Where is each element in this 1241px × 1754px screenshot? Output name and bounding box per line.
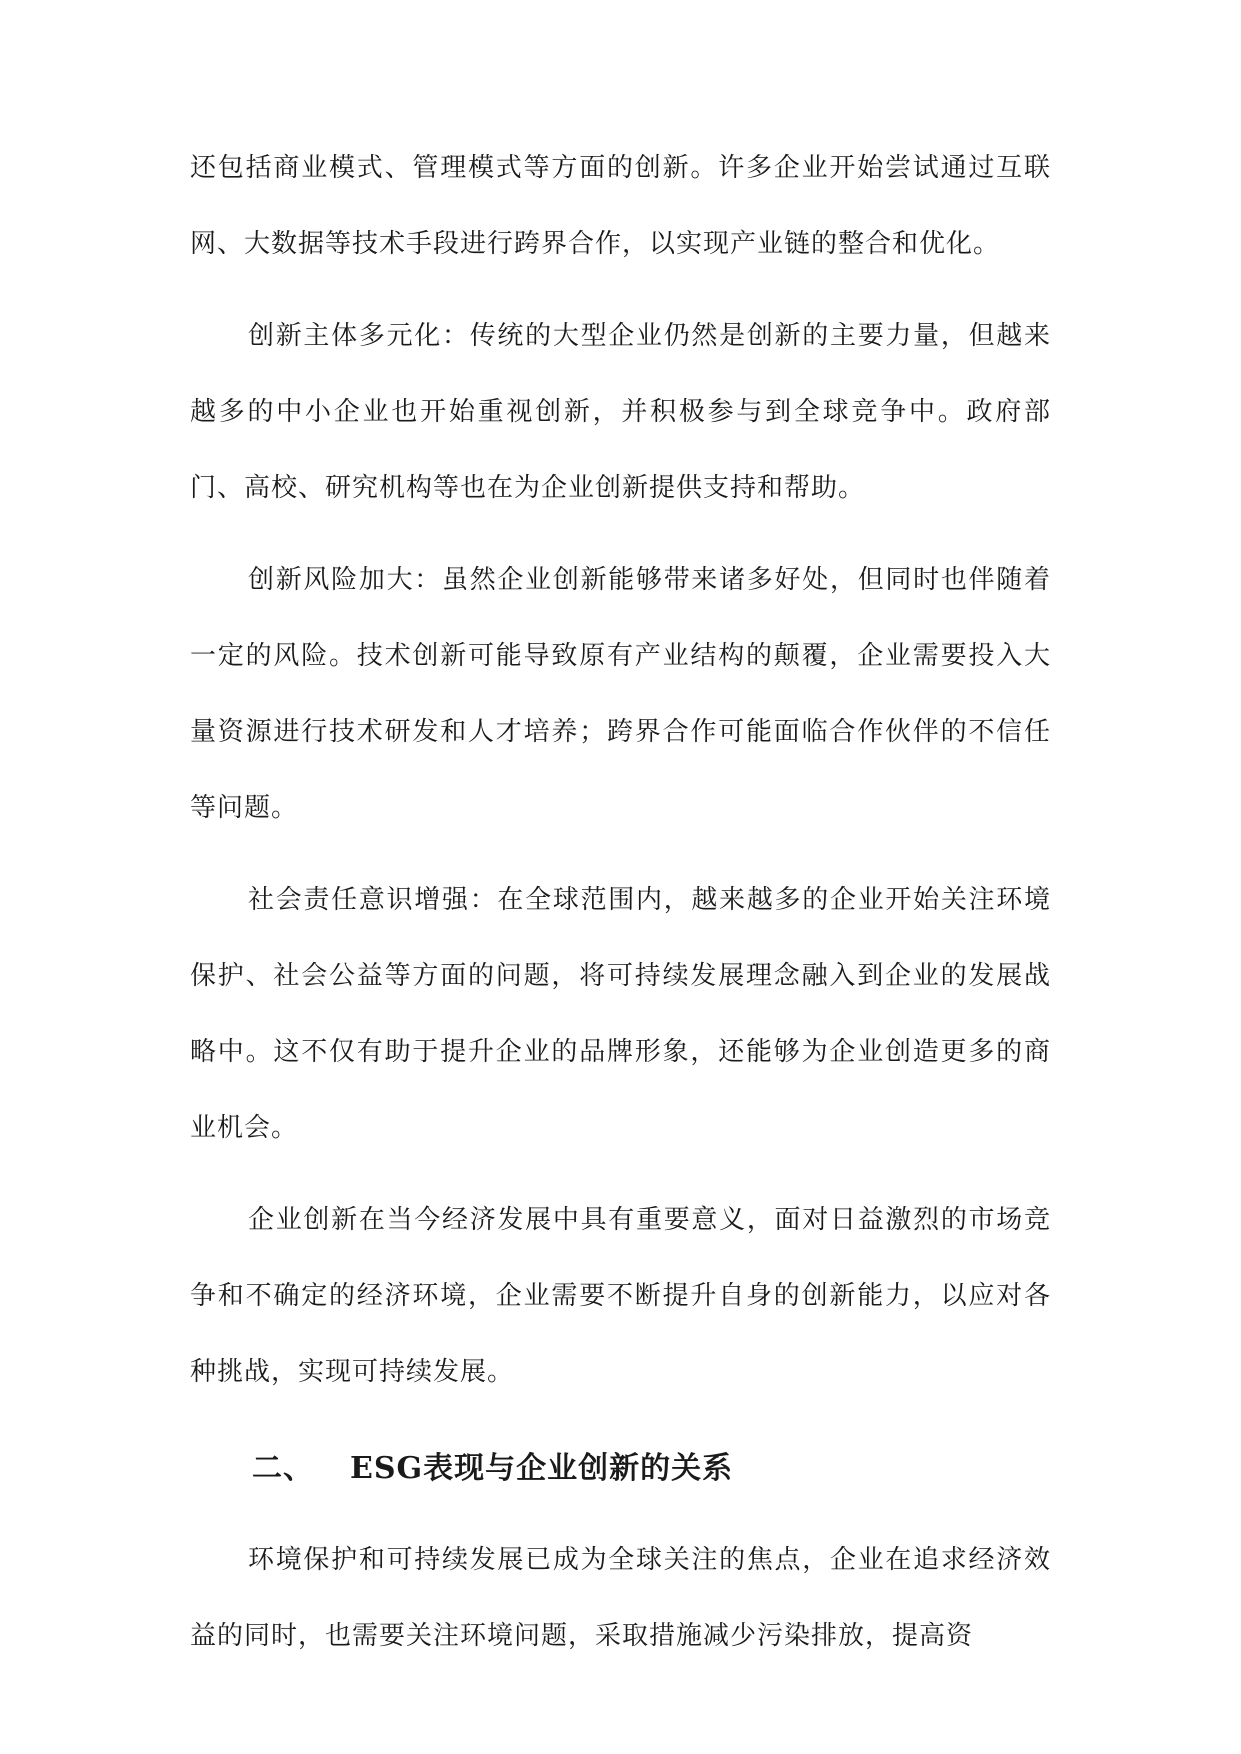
paragraph-6: 环境保护和可持续发展已成为全球关注的焦点，企业在追求经济效益的同时，也需要关注环境问题，采取措施减少污染排放，提高资 — [190, 1545, 1051, 1651]
paragraph-1: 还包括商业模式、管理模式等方面的创新。许多企业开始尝试通过互联网、大数据等技术手段进行跨界合作，以实现产业链的整合和优化。 — [190, 153, 1051, 259]
section-title: ESG表现与企业创新的关系 — [350, 1451, 734, 1486]
section-heading — [190, 1426, 1051, 1512]
paragraph-3: 创新风险加大：虽然企业创新能够带来诸多好处，但同时也伴随着一定的风险。技术创新可能导致原有产业结构的颠覆，企业需要投入大量资源进行技术研发和人才培养；跨界合作可能面临合作伙伴的不信任等问题。 — [190, 565, 1051, 823]
paragraph-2: 创新主体多元化：传统的大型企业仍然是创新的主要力量，但越来越多的中小企业也开始重视创新，并积极参与到全球竞争中。政府部门、高校、研究机构等也在为企业创新提供支持和帮助。 — [190, 321, 1051, 503]
paragraph-5: 企业创新在当今经济发展中具有重要意义，面对日益激烈的市场竞争和不确定的经济环境，企业需要不断提升自身的创新能力，以应对各种挑战，实现可持续发展。 — [190, 1205, 1051, 1387]
paragraph-4: 社会责任意识增强：在全球范围内，越来越多的企业开始关注环境保护、社会公益等方面的问题，将可持续发展理念融入到企业的发展战略中。这不仅有助于提升企业的品牌形象，还能够为企业创造更多的商业机会。 — [190, 885, 1051, 1143]
section-number: 二、 — [252, 1451, 314, 1486]
